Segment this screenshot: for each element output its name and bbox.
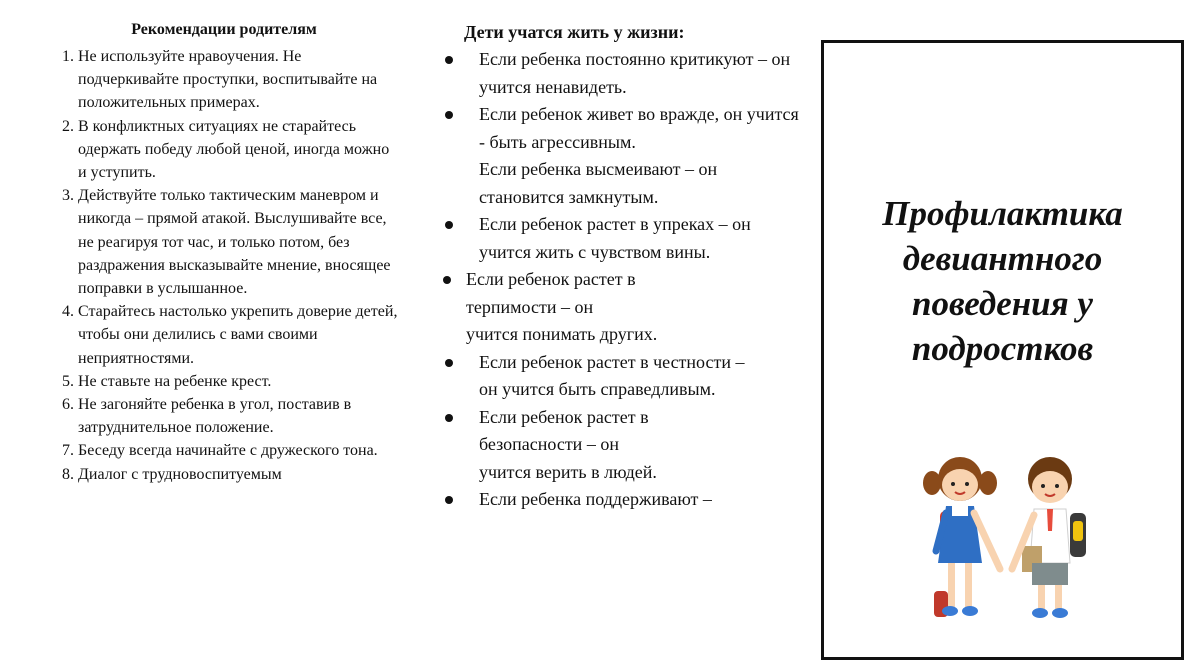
list-item <box>440 46 800 101</box>
bullet-icon <box>445 414 453 422</box>
list-item-text: Если ребенка высмеивают – он становится замкнутым. <box>479 159 718 207</box>
list-item: 2. В конфликтных ситуациях не старайтесь одержать победу любой ценой, иногда можно и уступить. <box>78 115 400 185</box>
recommendations-column <box>48 20 400 486</box>
list-item <box>440 211 800 266</box>
cover-title-line: поведения у <box>912 284 1093 323</box>
list-item: 8. Диалог с трудновоспитуемым <box>78 463 400 486</box>
list-item-text: Если ребенок растет в терпимости – он <box>466 269 636 317</box>
bullet-icon <box>445 496 453 504</box>
list-item-text: Если ребенок растет в безопасности – он <box>479 406 649 454</box>
bullet-icon <box>445 359 453 367</box>
list-item-text: Если ребенок растет в честности – он учится быть справедливым. <box>479 351 745 399</box>
list-item: 3. Действуйте только тактическим маневром и никогда – прямой атакой. Выслушивайте все, не реагируя тот час, и только потом, без раздражения высказывайте мнение, вносящее поправки в услышанное. <box>78 184 400 300</box>
list-item: 4. Старайтесь настолько укрепить доверие детей, чтобы они делились с вами своими неприятностями. <box>78 300 400 370</box>
list-item-text: Если ребенок растет в упреках – он учится жить с чувством вины. <box>479 214 751 262</box>
list-item-text: Если ребенка постоянно критикуют – он учится ненавидеть. <box>479 49 791 97</box>
list-item-text: Если ребенок живет во вражде, он учится - быть агрессивным. <box>479 104 799 152</box>
bullet-icon <box>445 56 453 64</box>
bullet-icon <box>445 221 453 229</box>
list-item-text: Если ребенка поддерживают – <box>479 489 712 509</box>
girl-figure <box>923 457 1000 617</box>
cover-title-line: подростков <box>911 329 1094 368</box>
boy-figure <box>1012 457 1086 618</box>
bullet-icon <box>443 276 451 284</box>
list-item <box>440 404 800 487</box>
life-lessons-title: Дети учатся жить у жизни: <box>464 22 685 42</box>
life-lessons-column <box>440 20 800 514</box>
list-item: 1. Не используйте нравоучения. Не подчеркивайте проступки, воспитывайте на положительных примерах. <box>78 45 400 115</box>
life-lessons-list <box>440 46 800 514</box>
brochure-cover <box>821 40 1184 660</box>
recommendations-title: Рекомендации родителям <box>131 21 317 38</box>
list-item <box>440 266 800 349</box>
bullet-icon <box>445 111 453 119</box>
list-item-text: учится верить в людей. <box>479 461 657 482</box>
list-item: 7. Беседу всегда начинайте с дружеского тона. <box>78 439 400 462</box>
recommendations-list <box>48 45 400 486</box>
list-item: 5. Не ставьте на ребенке крест. <box>78 370 400 393</box>
list-item <box>440 349 800 404</box>
schoolchildren-illustration <box>920 451 1095 641</box>
list-item: 6. Не загоняйте ребенка в угол, поставив в затруднительное положение. <box>78 393 400 439</box>
list-item-text: учится понимать других. <box>466 324 658 344</box>
cover-title-line: Профилактика <box>882 194 1123 233</box>
cover-title <box>824 191 1181 371</box>
list-item <box>440 101 800 211</box>
list-item <box>440 486 800 514</box>
cover-title-line: девиантного <box>902 239 1103 278</box>
